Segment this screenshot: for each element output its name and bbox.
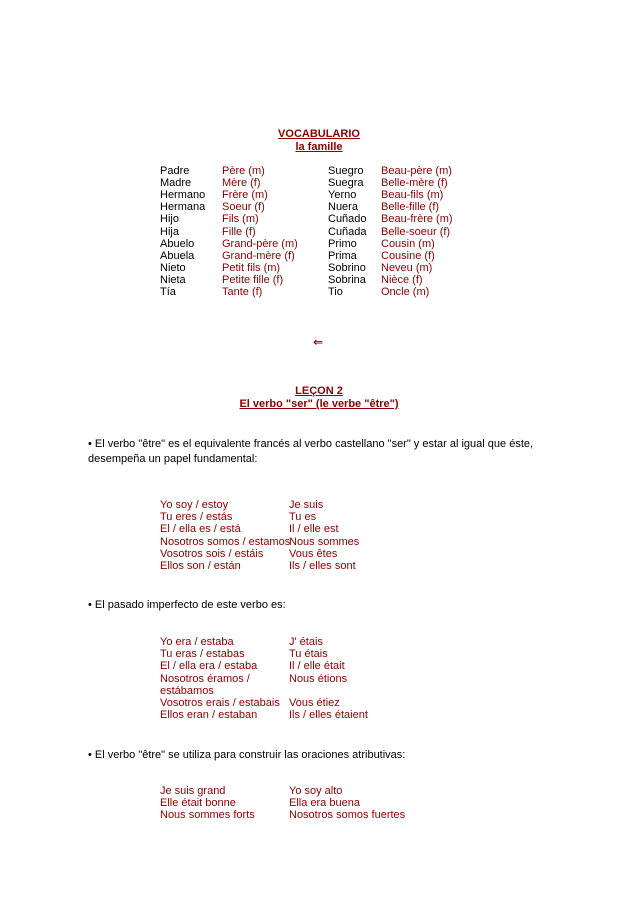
vocab-fr-right: Belle-soeur (f)	[381, 226, 451, 238]
present-es: Vosotros sois / estáis	[160, 548, 264, 560]
imperfect-es: Ellos eran / estaban	[160, 709, 258, 721]
vocab-es-left: Hermano	[160, 189, 206, 201]
paragraph-imperfect: • El pasado imperfecto de este verbo es:	[88, 599, 286, 611]
imperfect-es: Yo era / estaba	[160, 636, 234, 648]
lesson-title: LEÇON 2	[295, 385, 343, 397]
vocab-es-right: Cuñado	[328, 213, 367, 225]
vocab-es-right: Primo	[328, 238, 357, 250]
vocab-es-left: Hijo	[160, 213, 179, 225]
vocab-fr-left: Soeur (f)	[222, 201, 265, 213]
vocab-fr-right: Beau-frère (m)	[381, 213, 453, 225]
vocab-es-left: Nieta	[160, 274, 186, 286]
present-fr: Ils / elles sont	[289, 560, 356, 572]
present-fr: Vous êtes	[289, 548, 338, 560]
vocab-fr-left: Petite fille (f)	[222, 274, 284, 286]
vocab-fr-right: Neveu (m)	[381, 262, 433, 274]
vocab-es-right: Prima	[328, 250, 357, 262]
imperfect-fr: Ils / elles étaient	[289, 709, 368, 721]
vocab-fr-left: Mère (f)	[222, 177, 261, 189]
vocab-es-left: Hermana	[160, 201, 206, 213]
vocab-es-left: Padre	[160, 165, 190, 177]
back-arrow-icon[interactable]: ⇐	[313, 335, 324, 349]
example-fr: Elle était bonne	[160, 797, 236, 809]
imperfect-es: estábamos	[160, 685, 214, 697]
vocab-subtitle: la famille	[295, 141, 343, 153]
vocab-fr-right: Belle-mère (f)	[381, 177, 448, 189]
vocab-es-right: Nuera	[328, 201, 358, 213]
present-fr: Nous sommes	[289, 536, 360, 548]
paragraph-intro: • El verbo "être" es el equivalente francés al verbo castellano "ser" y estar al igual que éste, desempeña un papel fundamental:	[88, 438, 534, 465]
imperfect-es: Tu eras / estabas	[160, 648, 245, 660]
vocab-fr-right: Beau-père (m)	[381, 165, 452, 177]
vocab-fr-left: Grand-mère (f)	[222, 250, 295, 262]
vocab-es-left: Abuela	[160, 250, 195, 262]
imperfect-fr: Il / elle était	[289, 660, 345, 672]
vocab-fr-right: Nièce (f)	[381, 274, 423, 286]
vocab-fr-left: Frère (m)	[222, 189, 268, 201]
vocab-fr-left: Tante (f)	[222, 286, 263, 298]
vocab-es-left: Abuelo	[160, 238, 195, 250]
vocab-es-right: Yerno	[328, 189, 357, 201]
present-es: Tu eres / estás	[160, 511, 233, 523]
imperfect-es: Nosotros éramos /	[160, 673, 250, 685]
example-es: Nosotros somos fuertes	[289, 809, 406, 821]
vocab-title: VOCABULARIO	[278, 128, 360, 140]
vocab-es-left: Tía	[160, 286, 176, 298]
example-fr: Nous sommes forts	[160, 809, 255, 821]
vocab-fr-right: Cousin (m)	[381, 238, 435, 250]
present-es: Nosotros somos / estamos	[160, 536, 291, 548]
vocab-es-right: Sobrina	[328, 274, 366, 286]
imperfect-es: Vosotros erais / estabais	[160, 697, 280, 709]
example-es: Ella era buena	[289, 797, 360, 809]
vocab-fr-right: Oncle (m)	[381, 286, 430, 298]
vocab-es-right: Cuñada	[328, 226, 367, 238]
vocab-fr-left: Père (m)	[222, 165, 265, 177]
present-fr: Il / elle est	[289, 523, 339, 535]
vocab-fr-right: Cousine (f)	[381, 250, 435, 262]
vocab-es-right: Tio	[328, 286, 343, 298]
vocab-fr-right: Belle-fille (f)	[381, 201, 440, 213]
paragraph-attributive: • El verbo "être" se utiliza para construir las oraciones atributivas:	[88, 749, 406, 761]
present-fr: Je suis	[289, 499, 324, 511]
vocab-fr-right: Beau-fils (m)	[381, 189, 444, 201]
present-es: El / ella es / está	[160, 523, 241, 535]
vocab-fr-left: Grand-père (m)	[222, 238, 298, 250]
example-fr: Je suis grand	[160, 785, 226, 797]
vocab-es-left: Madre	[160, 177, 192, 189]
vocab-fr-left: Fils (m)	[222, 213, 259, 225]
vocab-fr-left: Petit fils (m)	[222, 262, 281, 274]
imperfect-fr: Vous étiez	[289, 697, 340, 709]
imperfect-fr: Tu étais	[289, 648, 328, 660]
vocab-es-left: Nieto	[160, 262, 186, 274]
vocab-fr-left: Fille (f)	[222, 226, 256, 238]
lesson-subtitle: El verbo "ser" (le verbe "être")	[239, 398, 399, 410]
vocab-es-left: Hija	[160, 226, 179, 238]
vocab-es-right: Suegro	[328, 165, 364, 177]
example-es: Yo soy alto	[289, 785, 343, 797]
imperfect-es: El / ella era / estaba	[160, 660, 258, 672]
present-es: Yo soy / estoy	[160, 499, 229, 511]
present-es: Ellos son / están	[160, 560, 241, 572]
imperfect-fr: Nous étions	[289, 673, 348, 685]
present-fr: Tu es	[289, 511, 317, 523]
vocab-es-right: Sobrino	[328, 262, 366, 274]
vocab-es-right: Suegra	[328, 177, 364, 189]
imperfect-fr: J' étais	[289, 636, 323, 648]
